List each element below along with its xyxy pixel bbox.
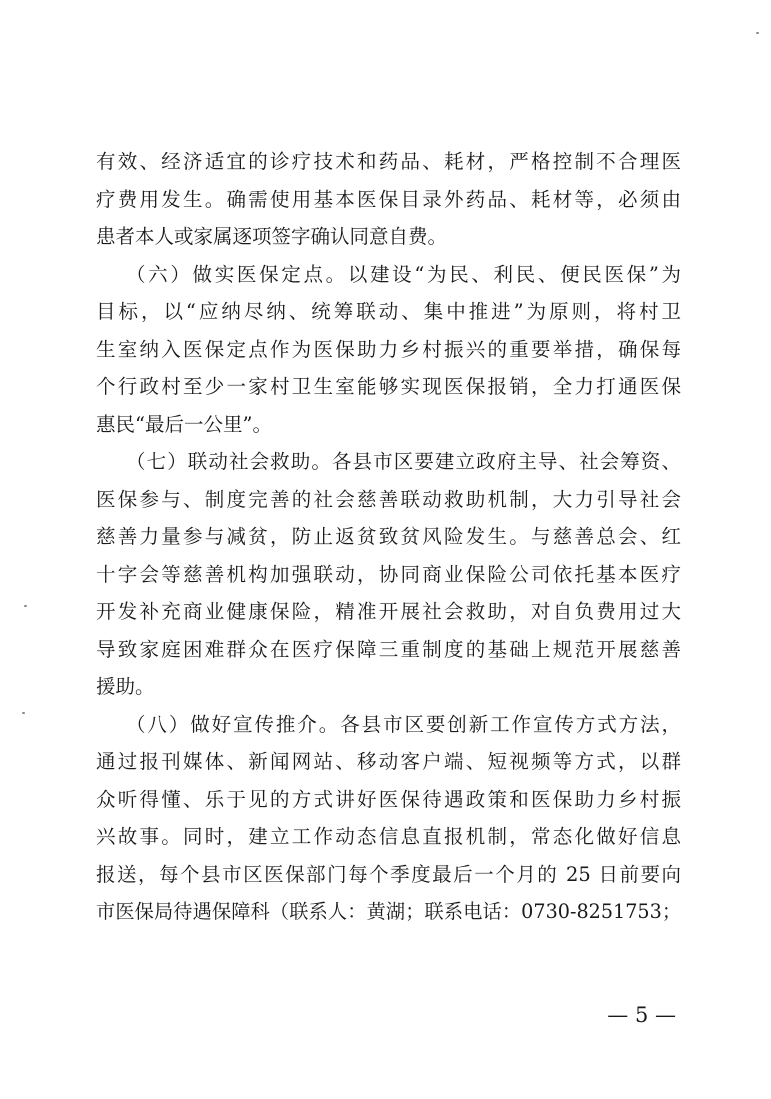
body-text xyxy=(96,148,681,936)
text-line: 通过报刊媒体、新闻网站、移动客户端、短视频等方式，以群 xyxy=(96,750,681,773)
text-line: 患者本人或家属逐项签字确认同意自费。 xyxy=(96,225,448,248)
text-line: 疗费用发生。确需使用基本医保目录外药品、耗材等，必须由 xyxy=(96,187,681,211)
text-line: 导致家庭困难群众在医疗保障三重制度的基础上规范开展慈善 xyxy=(96,637,681,661)
text-line: 目标，以“应纳尽纳、统筹联动、集中推进”为原则，将村卫 xyxy=(96,300,681,323)
paragraph-heading-line: （六）做实医保定点。以建设“为民、利民、便民医保”为 xyxy=(126,262,681,286)
text-line: 惠民“最后一公里”。 xyxy=(96,412,272,436)
text-line: 兴故事。同时，建立工作动态信息直报机制，常态化做好信息 xyxy=(96,825,681,848)
text-line: 有效、经济适宜的诊疗技术和药品、耗材，严格控制不合理医 xyxy=(96,150,681,173)
scan-speck xyxy=(756,32,759,34)
text-line: 生室纳入医保定点作为医保助力乡村振兴的重要举措，确保每 xyxy=(96,337,681,361)
text-line: 众听得懂、乐于见的方式讲好医保待遇政策和医保助力乡村振 xyxy=(96,787,681,811)
paragraph-heading-line: （八）做好宣传推介。各县市区要创新工作宣传方式方法， xyxy=(126,712,681,736)
text-line: 慈善力量参与减贫，防止返贫致贫风险发生。与慈善总会、红 xyxy=(96,525,681,548)
text-line: 十字会等慈善机构加强联动，协同商业保险公司依托基本医疗 xyxy=(96,562,681,586)
text-line: 市医保局待遇保障科（联系人：黄湖；联系电话：0730-8251753； xyxy=(96,900,681,923)
scan-speck xyxy=(22,712,25,714)
paragraph-heading-line: （七）联动社会救助。各县市区要建立政府主导、社会筹资、 xyxy=(126,450,681,473)
page-number: — 5 — xyxy=(607,1003,676,1027)
scan-speck xyxy=(24,605,27,607)
text-line: 援助。 xyxy=(96,675,155,698)
text-line: 报送，每个县市区医保部门每个季度最后一个月的 25 日前要向 xyxy=(96,862,681,886)
text-line: 医保参与、制度完善的社会慈善联动救助机制，大力引导社会 xyxy=(96,487,681,511)
text-line: 开发补充商业健康保险，精准开展社会救助，对自负费用过大 xyxy=(96,600,681,623)
text-line: 个行政村至少一家村卫生室能够实现医保报销，全力打通医保 xyxy=(96,375,681,398)
